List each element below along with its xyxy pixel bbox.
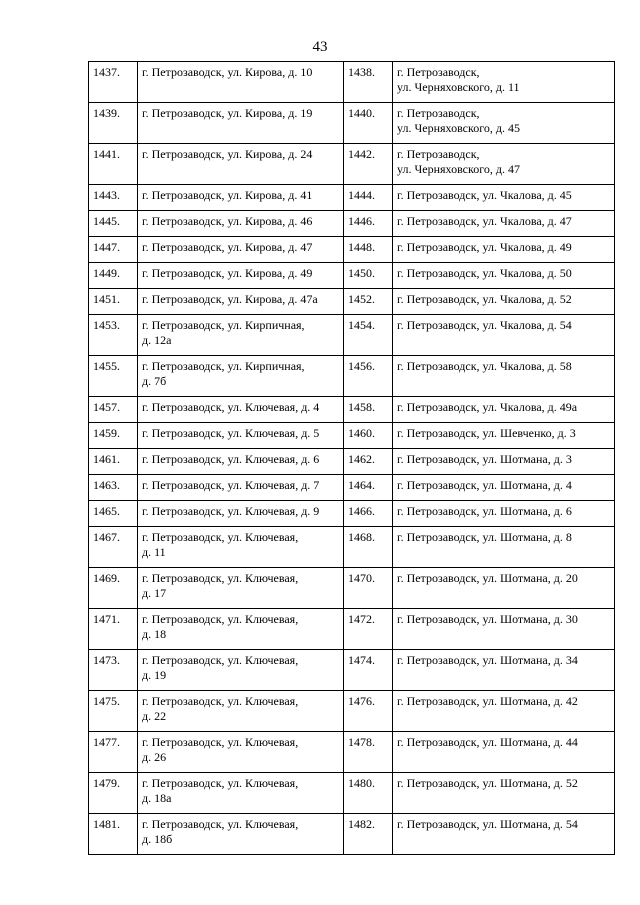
address-left-line: д. 18а bbox=[142, 791, 172, 805]
row-number-right: 1458. bbox=[344, 397, 393, 423]
address-left bbox=[138, 289, 344, 315]
address-right bbox=[393, 449, 615, 475]
address-left bbox=[138, 423, 344, 449]
address-left bbox=[138, 527, 344, 568]
row-number-left: 1477. bbox=[89, 732, 138, 773]
address-left-line: д. 17 bbox=[142, 586, 167, 600]
address-right-line: ул. Черняховского, д. 11 bbox=[397, 80, 520, 94]
row-number-right: 1472. bbox=[344, 609, 393, 650]
address-left-line: д. 18 bbox=[142, 627, 167, 641]
address-left bbox=[138, 315, 344, 356]
address-left-line: г. Петрозаводск, ул. Кирова, д. 47 bbox=[142, 240, 313, 254]
address-right-line: г. Петрозаводск, ул. Шотмана, д. 30 bbox=[397, 612, 578, 626]
row-number-left: 1465. bbox=[89, 501, 138, 527]
table-row bbox=[89, 609, 615, 650]
row-number-left: 1443. bbox=[89, 185, 138, 211]
address-left-line: д. 22 bbox=[142, 709, 167, 723]
row-number-right: 1456. bbox=[344, 356, 393, 397]
row-number-right: 1468. bbox=[344, 527, 393, 568]
row-number-left: 1463. bbox=[89, 475, 138, 501]
table-row bbox=[89, 397, 615, 423]
table-row bbox=[89, 315, 615, 356]
address-right-line: ул. Черняховского, д. 45 bbox=[397, 121, 520, 135]
address-right-line: г. Петрозаводск, ул. Шотмана, д. 54 bbox=[397, 817, 578, 831]
address-right-line: г. Петрозаводск, ул. Шотмана, д. 4 bbox=[397, 478, 572, 492]
address-right bbox=[393, 289, 615, 315]
row-number-left: 1451. bbox=[89, 289, 138, 315]
table-row bbox=[89, 527, 615, 568]
address-right bbox=[393, 568, 615, 609]
address-left-line: г. Петрозаводск, ул. Ключевая, д. 5 bbox=[142, 426, 320, 440]
address-left-line: д. 12а bbox=[142, 333, 172, 347]
address-right bbox=[393, 103, 615, 144]
address-right bbox=[393, 423, 615, 449]
table-row bbox=[89, 356, 615, 397]
address-left-line: г. Петрозаводск, ул. Ключевая, bbox=[142, 571, 299, 585]
table-row bbox=[89, 103, 615, 144]
row-number-right: 1450. bbox=[344, 263, 393, 289]
address-left-line: г. Петрозаводск, ул. Кирова, д. 24 bbox=[142, 147, 313, 161]
address-left bbox=[138, 568, 344, 609]
address-right bbox=[393, 397, 615, 423]
address-left bbox=[138, 773, 344, 814]
address-right bbox=[393, 475, 615, 501]
address-left-line: г. Петрозаводск, ул. Ключевая, bbox=[142, 530, 299, 544]
address-left-line: д. 11 bbox=[142, 545, 166, 559]
row-number-left: 1437. bbox=[89, 62, 138, 103]
address-right-line: г. Петрозаводск, bbox=[397, 65, 480, 79]
row-number-right: 1482. bbox=[344, 814, 393, 855]
address-left-line: г. Петрозаводск, ул. Ключевая, bbox=[142, 817, 299, 831]
address-left-line: г. Петрозаводск, ул. Ключевая, bbox=[142, 694, 299, 708]
address-right-line: г. Петрозаводск, ул. Чкалова, д. 47 bbox=[397, 214, 572, 228]
row-number-right: 1478. bbox=[344, 732, 393, 773]
table-row bbox=[89, 423, 615, 449]
address-left-line: г. Петрозаводск, ул. Ключевая, д. 6 bbox=[142, 452, 320, 466]
row-number-right: 1452. bbox=[344, 289, 393, 315]
table-row bbox=[89, 814, 615, 855]
row-number-left: 1441. bbox=[89, 144, 138, 185]
row-number-right: 1470. bbox=[344, 568, 393, 609]
address-left-line: д. 26 bbox=[142, 750, 167, 764]
row-number-left: 1479. bbox=[89, 773, 138, 814]
address-right bbox=[393, 650, 615, 691]
address-right bbox=[393, 237, 615, 263]
table-row bbox=[89, 62, 615, 103]
address-right bbox=[393, 691, 615, 732]
address-left-line: г. Петрозаводск, ул. Ключевая, bbox=[142, 653, 299, 667]
address-left bbox=[138, 62, 344, 103]
address-right-line: г. Петрозаводск, ул. Чкалова, д. 45 bbox=[397, 188, 572, 202]
address-left bbox=[138, 103, 344, 144]
table-row bbox=[89, 650, 615, 691]
address-right-line: г. Петрозаводск, ул. Шотмана, д. 8 bbox=[397, 530, 572, 544]
address-left bbox=[138, 185, 344, 211]
row-number-left: 1447. bbox=[89, 237, 138, 263]
row-number-right: 1444. bbox=[344, 185, 393, 211]
table-row bbox=[89, 732, 615, 773]
row-number-right: 1442. bbox=[344, 144, 393, 185]
address-left bbox=[138, 814, 344, 855]
address-left-line: г. Петрозаводск, ул. Кирова, д. 49 bbox=[142, 266, 313, 280]
address-right bbox=[393, 185, 615, 211]
row-number-right: 1460. bbox=[344, 423, 393, 449]
address-table bbox=[88, 61, 615, 855]
address-right-line: г. Петрозаводск, bbox=[397, 106, 480, 120]
row-number-left: 1439. bbox=[89, 103, 138, 144]
row-number-left: 1471. bbox=[89, 609, 138, 650]
address-left bbox=[138, 609, 344, 650]
address-left-line: д. 18б bbox=[142, 832, 173, 846]
address-left bbox=[138, 691, 344, 732]
address-left-line: г. Петрозаводск, ул. Кирова, д. 47а bbox=[142, 292, 318, 306]
address-right-line: г. Петрозаводск, ул. Шотмана, д. 52 bbox=[397, 776, 578, 790]
address-right bbox=[393, 356, 615, 397]
address-left-line: г. Петрозаводск, ул. Кирова, д. 10 bbox=[142, 65, 313, 79]
address-left-line: г. Петрозаводск, ул. Ключевая, д. 7 bbox=[142, 478, 320, 492]
table-row bbox=[89, 185, 615, 211]
address-right-line: г. Петрозаводск, ул. Шевченко, д. 3 bbox=[397, 426, 576, 440]
table-row bbox=[89, 144, 615, 185]
address-left-line: д. 7б bbox=[142, 374, 167, 388]
address-right-line: г. Петрозаводск, bbox=[397, 147, 480, 161]
address-left bbox=[138, 211, 344, 237]
row-number-right: 1466. bbox=[344, 501, 393, 527]
address-left bbox=[138, 356, 344, 397]
address-left bbox=[138, 650, 344, 691]
row-number-right: 1464. bbox=[344, 475, 393, 501]
address-left-line: г. Петрозаводск, ул. Кирова, д. 46 bbox=[142, 214, 313, 228]
address-right-line: г. Петрозаводск, ул. Шотмана, д. 44 bbox=[397, 735, 578, 749]
address-left bbox=[138, 263, 344, 289]
table-row bbox=[89, 773, 615, 814]
row-number-left: 1457. bbox=[89, 397, 138, 423]
address-right-line: г. Петрозаводск, ул. Чкалова, д. 50 bbox=[397, 266, 572, 280]
address-right-line: г. Петрозаводск, ул. Шотмана, д. 6 bbox=[397, 504, 572, 518]
address-right bbox=[393, 315, 615, 356]
address-left-line: г. Петрозаводск, ул. Ключевая, д. 4 bbox=[142, 400, 320, 414]
address-right-line: г. Петрозаводск, ул. Чкалова, д. 49а bbox=[397, 400, 578, 414]
address-left-line: г. Петрозаводск, ул. Кирпичная, bbox=[142, 359, 305, 373]
address-right bbox=[393, 263, 615, 289]
row-number-right: 1438. bbox=[344, 62, 393, 103]
row-number-left: 1449. bbox=[89, 263, 138, 289]
address-right bbox=[393, 144, 615, 185]
row-number-left: 1467. bbox=[89, 527, 138, 568]
address-left bbox=[138, 475, 344, 501]
table-row bbox=[89, 501, 615, 527]
address-right-line: г. Петрозаводск, ул. Чкалова, д. 58 bbox=[397, 359, 572, 373]
address-right bbox=[393, 609, 615, 650]
address-left-line: г. Петрозаводск, ул. Ключевая, bbox=[142, 735, 299, 749]
row-number-left: 1455. bbox=[89, 356, 138, 397]
row-number-left: 1453. bbox=[89, 315, 138, 356]
address-left bbox=[138, 501, 344, 527]
address-left-line: г. Петрозаводск, ул. Кирпичная, bbox=[142, 318, 305, 332]
row-number-right: 1454. bbox=[344, 315, 393, 356]
address-right-line: г. Петрозаводск, ул. Шотмана, д. 3 bbox=[397, 452, 572, 466]
address-left bbox=[138, 397, 344, 423]
address-right-line: г. Петрозаводск, ул. Шотмана, д. 42 bbox=[397, 694, 578, 708]
address-left-line: г. Петрозаводск, ул. Ключевая, bbox=[142, 612, 299, 626]
table-row bbox=[89, 211, 615, 237]
address-right-line: ул. Черняховского, д. 47 bbox=[397, 162, 520, 176]
address-left bbox=[138, 237, 344, 263]
table-row bbox=[89, 475, 615, 501]
row-number-left: 1481. bbox=[89, 814, 138, 855]
row-number-left: 1473. bbox=[89, 650, 138, 691]
address-left-line: г. Петрозаводск, ул. Ключевая, д. 9 bbox=[142, 504, 320, 518]
row-number-right: 1446. bbox=[344, 211, 393, 237]
address-right-line: г. Петрозаводск, ул. Чкалова, д. 49 bbox=[397, 240, 572, 254]
row-number-left: 1469. bbox=[89, 568, 138, 609]
address-left-line: г. Петрозаводск, ул. Ключевая, bbox=[142, 776, 299, 790]
table-row bbox=[89, 263, 615, 289]
row-number-right: 1476. bbox=[344, 691, 393, 732]
row-number-left: 1445. bbox=[89, 211, 138, 237]
table-row bbox=[89, 568, 615, 609]
row-number-left: 1459. bbox=[89, 423, 138, 449]
row-number-right: 1440. bbox=[344, 103, 393, 144]
address-right bbox=[393, 501, 615, 527]
table-row bbox=[89, 289, 615, 315]
table-row bbox=[89, 691, 615, 732]
row-number-right: 1462. bbox=[344, 449, 393, 475]
address-table-body bbox=[89, 62, 615, 855]
address-left-line: г. Петрозаводск, ул. Кирова, д. 19 bbox=[142, 106, 313, 120]
address-right-line: г. Петрозаводск, ул. Чкалова, д. 52 bbox=[397, 292, 572, 306]
table-row bbox=[89, 449, 615, 475]
address-right-line: г. Петрозаводск, ул. Шотмана, д. 34 bbox=[397, 653, 578, 667]
address-right-line: г. Петрозаводск, ул. Чкалова, д. 54 bbox=[397, 318, 572, 332]
row-number-right: 1448. bbox=[344, 237, 393, 263]
address-right bbox=[393, 211, 615, 237]
table-row bbox=[89, 237, 615, 263]
row-number-left: 1475. bbox=[89, 691, 138, 732]
address-right-line: г. Петрозаводск, ул. Шотмана, д. 20 bbox=[397, 571, 578, 585]
address-left bbox=[138, 144, 344, 185]
address-right bbox=[393, 732, 615, 773]
row-number-left: 1461. bbox=[89, 449, 138, 475]
address-right bbox=[393, 62, 615, 103]
row-number-right: 1480. bbox=[344, 773, 393, 814]
page-number: 43 bbox=[312, 39, 328, 55]
address-left bbox=[138, 732, 344, 773]
address-left bbox=[138, 449, 344, 475]
row-number-right: 1474. bbox=[344, 650, 393, 691]
address-right bbox=[393, 773, 615, 814]
address-left-line: д. 19 bbox=[142, 668, 167, 682]
address-left-line: г. Петрозаводск, ул. Кирова, д. 41 bbox=[142, 188, 313, 202]
address-right bbox=[393, 527, 615, 568]
address-right bbox=[393, 814, 615, 855]
